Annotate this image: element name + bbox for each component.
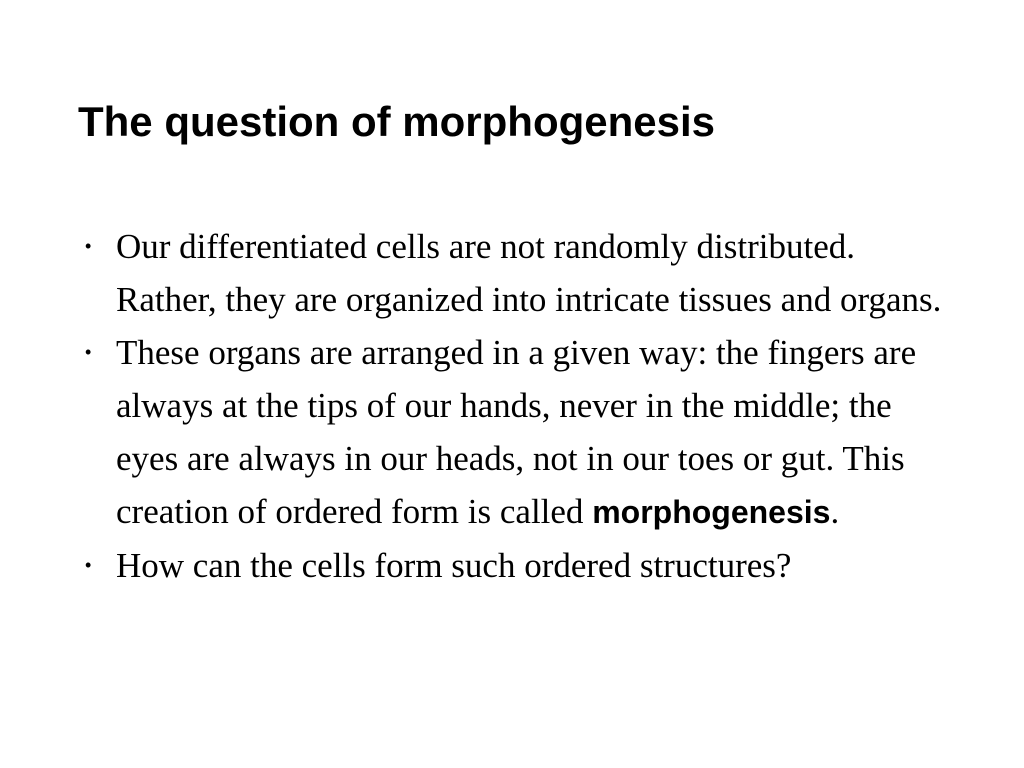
emphasized-term: morphogenesis bbox=[592, 494, 831, 530]
bullet-text: Our differentiated cells are not randomly distributed. Rather, they are organized into intricate tissues and organs. bbox=[116, 227, 942, 319]
bullet-item-3 bbox=[78, 539, 958, 592]
bullet-text: How can the cells form such ordered structures? bbox=[116, 546, 792, 585]
bullet-dot-icon: • bbox=[85, 555, 92, 575]
bullet-item-2 bbox=[78, 326, 958, 539]
slide-title: The question of morphogenesis bbox=[78, 98, 716, 145]
bullet-item-1 bbox=[78, 220, 958, 326]
bullet-dot-icon: • bbox=[85, 342, 92, 362]
bullet-list bbox=[78, 220, 958, 592]
bullet-text: These organs are arranged in a given way: the fingers are always at the tips of our hands, never in the middle; the eyes are always in our heads, not in our toes or gut. This creation of ordered form is called bbox=[116, 333, 917, 531]
bullet-dot-icon: • bbox=[85, 236, 92, 256]
bullet-text-end: . bbox=[830, 492, 840, 531]
